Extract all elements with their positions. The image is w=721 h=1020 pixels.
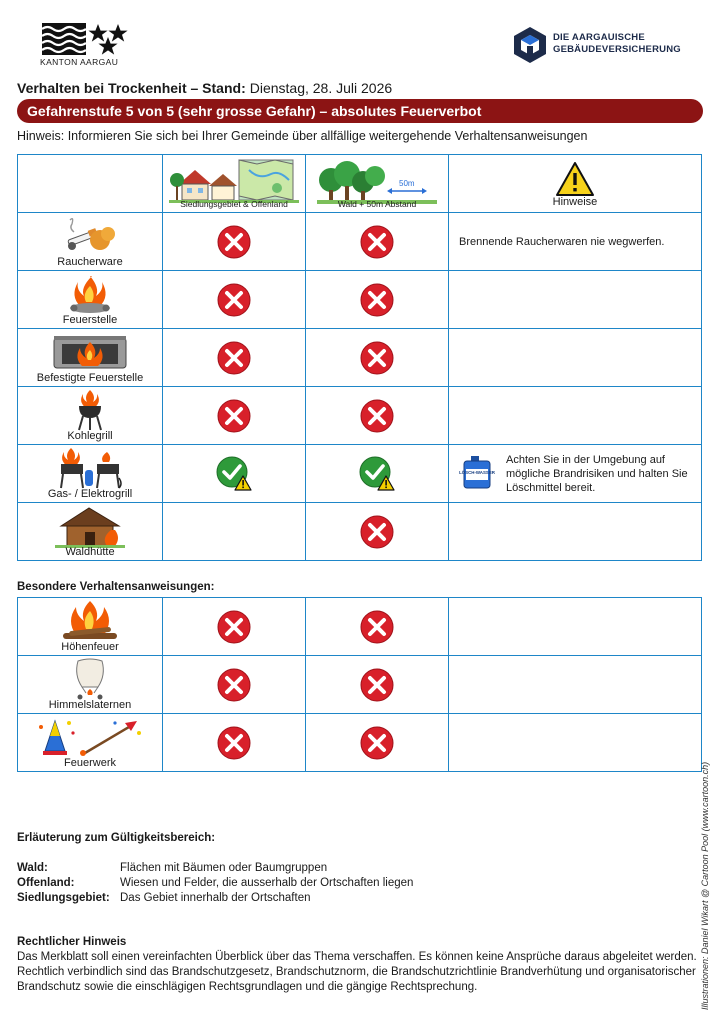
forest-distance-label: 50m [399,179,415,188]
row-label: Kohlegrill [67,430,113,442]
table-header-row [18,155,702,213]
status-date: Dienstag, 28. Juli 2026 [249,80,393,96]
canton-name: KANTON AARGAU [40,57,119,67]
note-cell [449,503,702,561]
forest-status-cell [306,656,449,714]
row-label: Himmelslaternen [48,699,132,711]
forest-status-cell [306,445,449,503]
allowed-with-caution-icon [359,456,395,492]
table-row [18,387,702,445]
note-cell [449,213,702,271]
table-row [18,271,702,329]
canister-label: LÖSCH-WASSER [459,470,495,475]
forbidden-icon [217,726,251,760]
table-row [18,213,702,271]
row-label-cell [18,598,163,656]
row-label: Höhenfeuer [61,641,119,653]
forbidden-icon [360,668,394,702]
header-notes [449,155,702,213]
note-cell [449,329,702,387]
forbidden-icon [217,399,251,433]
row-label-cell [18,714,163,772]
note-cell [449,714,702,772]
header-empty-cell [18,155,163,213]
row-label: Feuerstelle [62,314,118,326]
note-cell [449,598,702,656]
forest-status-cell [306,598,449,656]
header-notes-label: Hinweise [552,196,598,208]
forbidden-icon [360,341,394,375]
forest-status-cell [306,503,449,561]
allowed-with-caution-icon [216,456,252,492]
row-label-cell [18,213,163,271]
forest-status-cell [306,329,449,387]
note-cell [449,271,702,329]
forbidden-icon [217,225,251,259]
settlement-status-cell [163,598,306,656]
forbidden-icon [360,225,394,259]
bonfire-icon [59,601,121,641]
note-cell [449,445,702,503]
danger-level-banner: Gefahrenstufe 5 von 5 (sehr grosse Gefahr) – absolutes Feuerverbot [17,99,703,123]
insurer-name-line2: GEBÄUDEVERSICHERUNG [553,44,681,55]
forbidden-icon [360,399,394,433]
forbidden-icon [360,515,394,549]
table-row [18,503,702,561]
table-row [18,329,702,387]
insurer-hexagon-icon [512,26,548,64]
row-label: Befestigte Feuerstelle [36,372,144,384]
gas-electric-grill-icon [55,448,125,490]
canton-wave-stars-icon [40,22,140,56]
forest-status-cell [306,387,449,445]
row-label: Feuerwerk [64,757,116,769]
note-cell [449,387,702,445]
insurer-name [553,32,681,56]
charcoal-grill-icon [75,390,105,432]
settlement-status-cell [163,714,306,772]
header-forest-label: Wald + 50m Abstand [337,199,417,209]
settlement-status-cell [163,213,306,271]
row-label-cell [18,445,163,503]
fixed-fireplace-icon [50,332,130,372]
row-label: Gas- / Elektrogrill [47,488,133,500]
forest-status-cell [306,714,449,772]
definition-text: Flächen mit Bäumen oder Baumgruppen [120,862,328,874]
header-settlement [163,155,306,213]
row-label-cell [18,656,163,714]
row-label: Waldhütte [65,546,115,558]
explanation-title: Erläuterung zum Gültigkeitsbereich: [17,832,216,844]
settlement-status-cell [163,329,306,387]
settlement-status-cell [163,271,306,329]
warning-triangle-icon [555,161,595,197]
settlement-status-cell [163,387,306,445]
table-row [18,445,702,503]
forbidden-icon [217,610,251,644]
title-text: Verhalten bei Trockenheit – Stand: [17,80,246,96]
hint-text: Hinweis: Informieren Sie sich bei Ihrer Gemeinde über allfällige weitergehende Verhaltensanweisungen [17,129,588,143]
header-forest [306,155,449,213]
illustration-credit: Illustrationen: Daniel Wikart @ Cartoon Pool (www.cartoon.ch) [700,761,710,1010]
legal-title: Rechtlicher Hinweis [17,936,127,948]
forbidden-icon [360,726,394,760]
forbidden-icon [217,668,251,702]
definition-text: Das Gebiet innerhalb der Ortschaften [120,892,311,904]
row-label: Raucherware [57,256,123,268]
note-text: Achten Sie in der Umgebung auf mögliche Brandrisiken und halten Sie Löschmittel bereit. [506,454,688,494]
row-label-cell [18,271,163,329]
special-section-title: Besondere Verhaltensanweisungen: [17,581,215,593]
sky-lantern-icon [70,659,110,701]
extinguishing-water-canister-icon [461,455,493,489]
settlement-status-cell [163,503,306,561]
forbidden-icon [360,610,394,644]
forbidden-icon [360,283,394,317]
legal-text: Das Merkblatt soll einen vereinfachten Überblick über das Thema verschaffen. Es können keine Ansprüche daraus abgeleitet werden. Rechtlich verbindlich sind das Brandschutzgesetz, Brandschutznorm, die Brandschutzrichtlinie Brandverhütung und organisatorischer Brandschutz sowie die einschlägigen Rechtsgrundlagen und die gängige Rechtsprechung. [17,951,697,993]
campfire-icon [68,274,112,314]
definition-text: Wiesen und Felder, die ausserhalb der Ortschaften liegen [120,877,414,889]
insurer-name-line1: DIE AARGAUISCHE [553,32,645,43]
note-text: Brennende Raucherwaren nie wegwerfen. [459,236,665,248]
forest-status-cell [306,213,449,271]
page-title [17,80,392,96]
table-row [18,656,702,714]
forest-status-cell [306,271,449,329]
settlement-status-cell [163,445,306,503]
rules-table [17,154,702,561]
settlement-status-cell [163,656,306,714]
row-label-cell [18,329,163,387]
header-settlement-label: Siedlungsgebiet & Offenland [180,199,288,209]
note-cell [449,656,702,714]
definition-term: Siedlungsgebiet: [17,892,110,904]
row-label-cell [18,387,163,445]
cigarette-icon [60,216,120,256]
definition-term: Offenland: [17,877,75,889]
row-label-cell [18,503,163,561]
forbidden-icon [217,341,251,375]
forbidden-icon [217,283,251,317]
forest-hut-icon [55,506,125,548]
table-row [18,714,702,772]
fireworks-icon [35,717,145,759]
table-row [18,598,702,656]
definition-term: Wald: [17,862,48,874]
special-rules-table [17,597,702,772]
